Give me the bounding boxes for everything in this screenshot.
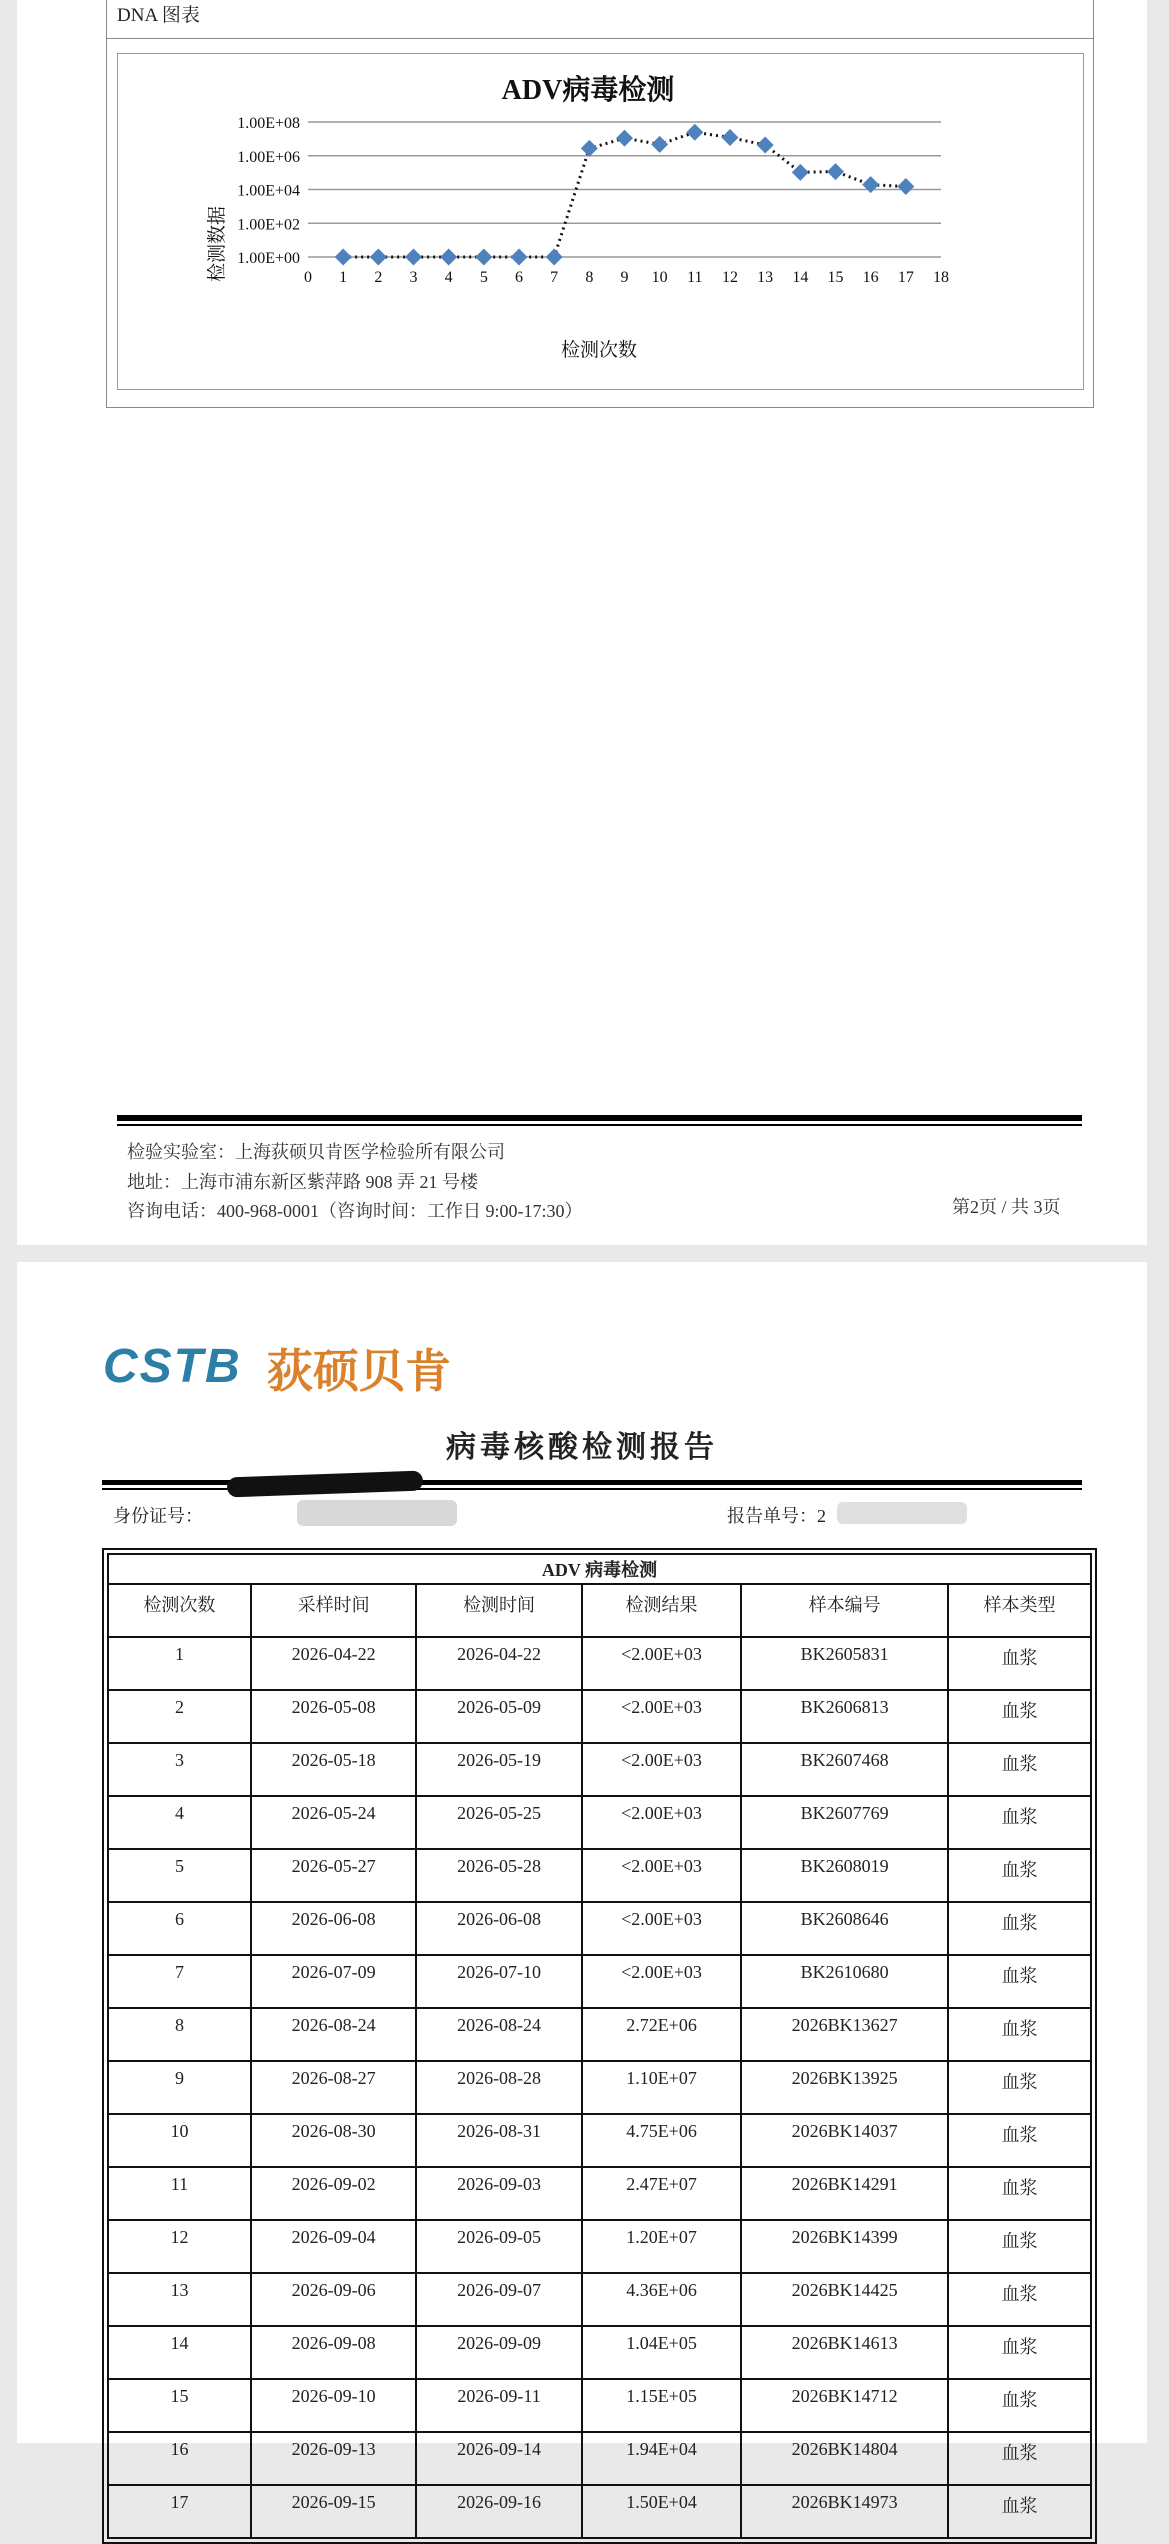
table-cell: 13 — [108, 2273, 251, 2326]
table-cell: 2026-08-31 — [416, 2114, 581, 2167]
x-tick-label: 6 — [515, 269, 523, 286]
table-cell: 2026-08-28 — [416, 2061, 581, 2114]
redaction-mark — [837, 1502, 967, 1524]
chart-frame — [117, 53, 1084, 390]
data-point — [475, 249, 492, 266]
table-cell: 2026-05-24 — [251, 1796, 416, 1849]
table-cell: 2026BK13925 — [741, 2061, 948, 2114]
data-point — [440, 249, 457, 266]
table-cell: BK2608646 — [741, 1902, 948, 1955]
table-cell: 1.50E+04 — [582, 2485, 741, 2538]
table-row — [108, 1902, 1091, 1955]
table-cell: 2026-09-13 — [251, 2432, 416, 2485]
table-cell: 1.04E+05 — [582, 2326, 741, 2379]
report-number-label: 报告单号：2 — [727, 1506, 826, 1526]
footer-rule-thick — [117, 1115, 1082, 1121]
table-cell: 血浆 — [948, 1637, 1091, 1690]
section-title: DNA 图表 — [117, 5, 200, 26]
id-number-label: 身份证号： — [113, 1506, 203, 1526]
table-cell: 2026-09-11 — [416, 2379, 581, 2432]
x-axis-label: 检测次数 — [560, 340, 638, 361]
data-point — [862, 176, 879, 193]
table-cell: 血浆 — [948, 2167, 1091, 2220]
table-cell: 2026-04-22 — [416, 1637, 581, 1690]
data-point — [827, 163, 844, 180]
x-tick-label: 3 — [409, 269, 418, 286]
table-cell: BK2607769 — [741, 1796, 948, 1849]
data-point — [335, 249, 352, 266]
column-header: 检测时间 — [416, 1584, 581, 1637]
footer-address: 地址：上海市浦东新区紫萍路 908 弄 21 号楼 — [127, 1172, 478, 1192]
x-tick-label: 11 — [687, 269, 703, 286]
table-row — [108, 1637, 1091, 1690]
table-cell: 4.75E+06 — [582, 2114, 741, 2167]
table-cell: 2026BK14425 — [741, 2273, 948, 2326]
table-cell: 2026-05-25 — [416, 1796, 581, 1849]
table-cell: 14 — [108, 2326, 251, 2379]
table-cell: 血浆 — [948, 1902, 1091, 1955]
x-tick-label: 12 — [722, 269, 738, 286]
table-cell: 2026BK13627 — [741, 2008, 948, 2061]
table-row — [108, 2008, 1091, 2061]
table-row — [108, 1690, 1091, 1743]
table-cell: 2026-05-08 — [251, 1690, 416, 1743]
data-point — [511, 249, 528, 266]
table-row — [108, 2220, 1091, 2273]
table-cell: 2026BK14613 — [741, 2326, 948, 2379]
table-cell: 2026-09-07 — [416, 2273, 581, 2326]
table-row — [108, 1743, 1091, 1796]
y-tick-label: 1.00E+02 — [237, 216, 300, 234]
x-tick-label: 16 — [862, 269, 879, 286]
table-cell: 2026-06-08 — [251, 1902, 416, 1955]
table-cell: 2026-09-06 — [251, 2273, 416, 2326]
column-header: 检测结果 — [582, 1584, 741, 1637]
footer-rule-thin — [117, 1124, 1082, 1126]
redaction-mark — [227, 1471, 424, 1498]
report-page-2 — [17, 0, 1147, 1245]
data-point — [686, 124, 703, 141]
table-cell: 2026BK14399 — [741, 2220, 948, 2273]
table-cell: 血浆 — [948, 1690, 1091, 1743]
table-cell: 2.47E+07 — [582, 2167, 741, 2220]
adv-line-chart — [118, 54, 1083, 389]
table-cell: 2026-09-04 — [251, 2220, 416, 2273]
company-logo-chinese: 荻硕贝肯 — [267, 1346, 451, 1397]
x-tick-label: 1 — [339, 269, 348, 286]
data-point — [616, 130, 633, 147]
table-cell: 11 — [108, 2167, 251, 2220]
x-tick-label: 9 — [620, 269, 629, 286]
data-point — [405, 249, 422, 266]
table-cell: 3 — [108, 1743, 251, 1796]
data-point — [757, 136, 774, 153]
y-axis-label: 检测数据 — [207, 205, 228, 283]
table-cell: 血浆 — [948, 2008, 1091, 2061]
table-cell: <2.00E+03 — [582, 1955, 741, 2008]
table-cell: 2026-09-03 — [416, 2167, 581, 2220]
table-row — [108, 2114, 1091, 2167]
table-cell: 10 — [108, 2114, 251, 2167]
table-cell: 5 — [108, 1849, 251, 1902]
table-row — [108, 2061, 1091, 2114]
table-cell: 2026-08-24 — [251, 2008, 416, 2061]
table-cell: <2.00E+03 — [582, 1690, 741, 1743]
y-tick-label: 1.00E+00 — [237, 250, 300, 267]
table-cell: 血浆 — [948, 2485, 1091, 2538]
table-cell: 2026BK14804 — [741, 2432, 948, 2485]
table-row — [108, 1849, 1091, 1902]
company-logo-latin: CSTB — [103, 1340, 242, 1393]
table-cell: 1.20E+07 — [582, 2220, 741, 2273]
table-caption: ADV 病毒检测 — [108, 1554, 1091, 1584]
table-cell: <2.00E+03 — [582, 1637, 741, 1690]
table-cell: 血浆 — [948, 2220, 1091, 2273]
table-cell: 1.10E+07 — [582, 2061, 741, 2114]
table-body — [108, 1637, 1091, 2538]
column-header: 样本类型 — [948, 1584, 1091, 1637]
y-tick-label: 1.00E+06 — [237, 148, 300, 166]
table-cell: 血浆 — [948, 1849, 1091, 1902]
x-tick-label: 0 — [304, 269, 312, 286]
series-line — [343, 132, 906, 257]
table-cell: 2026BK14973 — [741, 2485, 948, 2538]
data-point — [792, 164, 809, 181]
y-tick-label: 1.00E+04 — [237, 182, 300, 200]
x-tick-labels — [304, 269, 949, 286]
table-cell: 2026BK14037 — [741, 2114, 948, 2167]
page-number: 第2页 / 共 3页 — [952, 1197, 1061, 1217]
data-point — [722, 129, 739, 146]
table-cell: 2026-09-16 — [416, 2485, 581, 2538]
table-cell: 2026-09-14 — [416, 2432, 581, 2485]
table-cell: 4.36E+06 — [582, 2273, 741, 2326]
data-points — [335, 124, 915, 266]
table-cell: 血浆 — [948, 1955, 1091, 2008]
table-cell: 2 — [108, 1690, 251, 1743]
x-tick-label: 15 — [827, 269, 844, 286]
table-cell: 血浆 — [948, 2061, 1091, 2114]
column-header: 采样时间 — [251, 1584, 416, 1637]
data-point — [370, 249, 387, 266]
table-cell: BK2610680 — [741, 1955, 948, 2008]
footer-lab: 检验实验室：上海荻硕贝肯医学检验所有限公司 — [127, 1142, 505, 1162]
table-cell: 8 — [108, 2008, 251, 2061]
table-cell: 2026-05-19 — [416, 1743, 581, 1796]
table-cell: 2026-09-09 — [416, 2326, 581, 2379]
x-tick-label: 7 — [550, 269, 559, 286]
table-cell: 2026-06-08 — [416, 1902, 581, 1955]
table-cell: 2026BK14291 — [741, 2167, 948, 2220]
data-point — [581, 140, 598, 157]
table-cell: 2026-05-09 — [416, 1690, 581, 1743]
table-cell: <2.00E+03 — [582, 1743, 741, 1796]
table-cell: 2026-09-08 — [251, 2326, 416, 2379]
table-cell: 血浆 — [948, 2379, 1091, 2432]
section-divider — [106, 38, 1093, 39]
table-cell: 16 — [108, 2432, 251, 2485]
table-cell: 17 — [108, 2485, 251, 2538]
table-cell: BK2605831 — [741, 1637, 948, 1690]
table-cell: 2026-09-15 — [251, 2485, 416, 2538]
table-cell: 2026-05-18 — [251, 1743, 416, 1796]
table-row — [108, 1796, 1091, 1849]
data-point — [897, 178, 914, 195]
table-cell: 12 — [108, 2220, 251, 2273]
table-row — [108, 2273, 1091, 2326]
x-tick-label: 2 — [374, 269, 383, 286]
table-row — [108, 1955, 1091, 2008]
table-cell: 血浆 — [948, 2326, 1091, 2379]
x-tick-label: 17 — [897, 269, 914, 286]
table-row — [108, 2485, 1091, 2538]
table-cell: 9 — [108, 2061, 251, 2114]
footer-phone: 咨询电话：400-968-0001（咨询时间：工作日 9:00-17:30） — [127, 1201, 583, 1221]
table-cell: 2.72E+06 — [582, 2008, 741, 2061]
table-cell: 2026-08-30 — [251, 2114, 416, 2167]
x-tick-label: 8 — [585, 269, 594, 286]
table-cell: 血浆 — [948, 2432, 1091, 2485]
table-cell: BK2607468 — [741, 1743, 948, 1796]
table-cell: 15 — [108, 2379, 251, 2432]
x-tick-label: 5 — [479, 269, 488, 286]
data-point — [651, 136, 668, 153]
data-point — [546, 249, 563, 266]
table-cell: 6 — [108, 1902, 251, 1955]
column-header: 检测次数 — [108, 1584, 251, 1637]
table-cell: 血浆 — [948, 1743, 1091, 1796]
table-cell: 2026BK14712 — [741, 2379, 948, 2432]
column-header: 样本编号 — [741, 1584, 948, 1637]
table-cell: 1.94E+04 — [582, 2432, 741, 2485]
table-cell: 2026-07-10 — [416, 1955, 581, 2008]
table-cell: 2026-09-10 — [251, 2379, 416, 2432]
y-tick-label: 1.00E+08 — [237, 115, 300, 132]
table-cell: <2.00E+03 — [582, 1902, 741, 1955]
table-cell: 7 — [108, 1955, 251, 2008]
table-cell: 2026-09-05 — [416, 2220, 581, 2273]
table-cell: 2026-05-27 — [251, 1849, 416, 1902]
results-table-frame — [102, 1548, 1097, 2544]
table-cell: 血浆 — [948, 2273, 1091, 2326]
x-tick-label: 4 — [444, 269, 453, 286]
table-row — [108, 2167, 1091, 2220]
table-cell: 2026-07-09 — [251, 1955, 416, 2008]
x-tick-label: 18 — [933, 269, 949, 286]
x-tick-label: 13 — [757, 269, 774, 286]
table-cell: <2.00E+03 — [582, 1796, 741, 1849]
results-table — [107, 1553, 1092, 2539]
redaction-mark — [297, 1500, 457, 1526]
y-tick-labels — [237, 115, 300, 267]
table-cell: 血浆 — [948, 2114, 1091, 2167]
table-cell: 血浆 — [948, 1796, 1091, 1849]
table-cell: 2026-05-28 — [416, 1849, 581, 1902]
x-tick-label: 10 — [651, 269, 668, 286]
table-row — [108, 2432, 1091, 2485]
table-cell: 1 — [108, 1637, 251, 1690]
report-title: 病毒核酸检测报告 — [446, 1431, 718, 1464]
table-cell: 2026-08-24 — [416, 2008, 581, 2061]
report-page-3 — [17, 1262, 1147, 2516]
table-row — [108, 2379, 1091, 2432]
table-cell: BK2608019 — [741, 1849, 948, 1902]
table-cell: 2026-09-02 — [251, 2167, 416, 2220]
table-row — [108, 2326, 1091, 2379]
table-cell: 1.15E+05 — [582, 2379, 741, 2432]
table-cell: <2.00E+03 — [582, 1849, 741, 1902]
table-cell: 4 — [108, 1796, 251, 1849]
table-cell: 2026-04-22 — [251, 1637, 416, 1690]
table-cell: 2026-08-27 — [251, 2061, 416, 2114]
table-cell: BK2606813 — [741, 1690, 948, 1743]
table-header-row — [108, 1584, 1091, 1637]
chart-title: ADV病毒检测 — [501, 75, 675, 106]
x-tick-label: 14 — [792, 269, 809, 286]
